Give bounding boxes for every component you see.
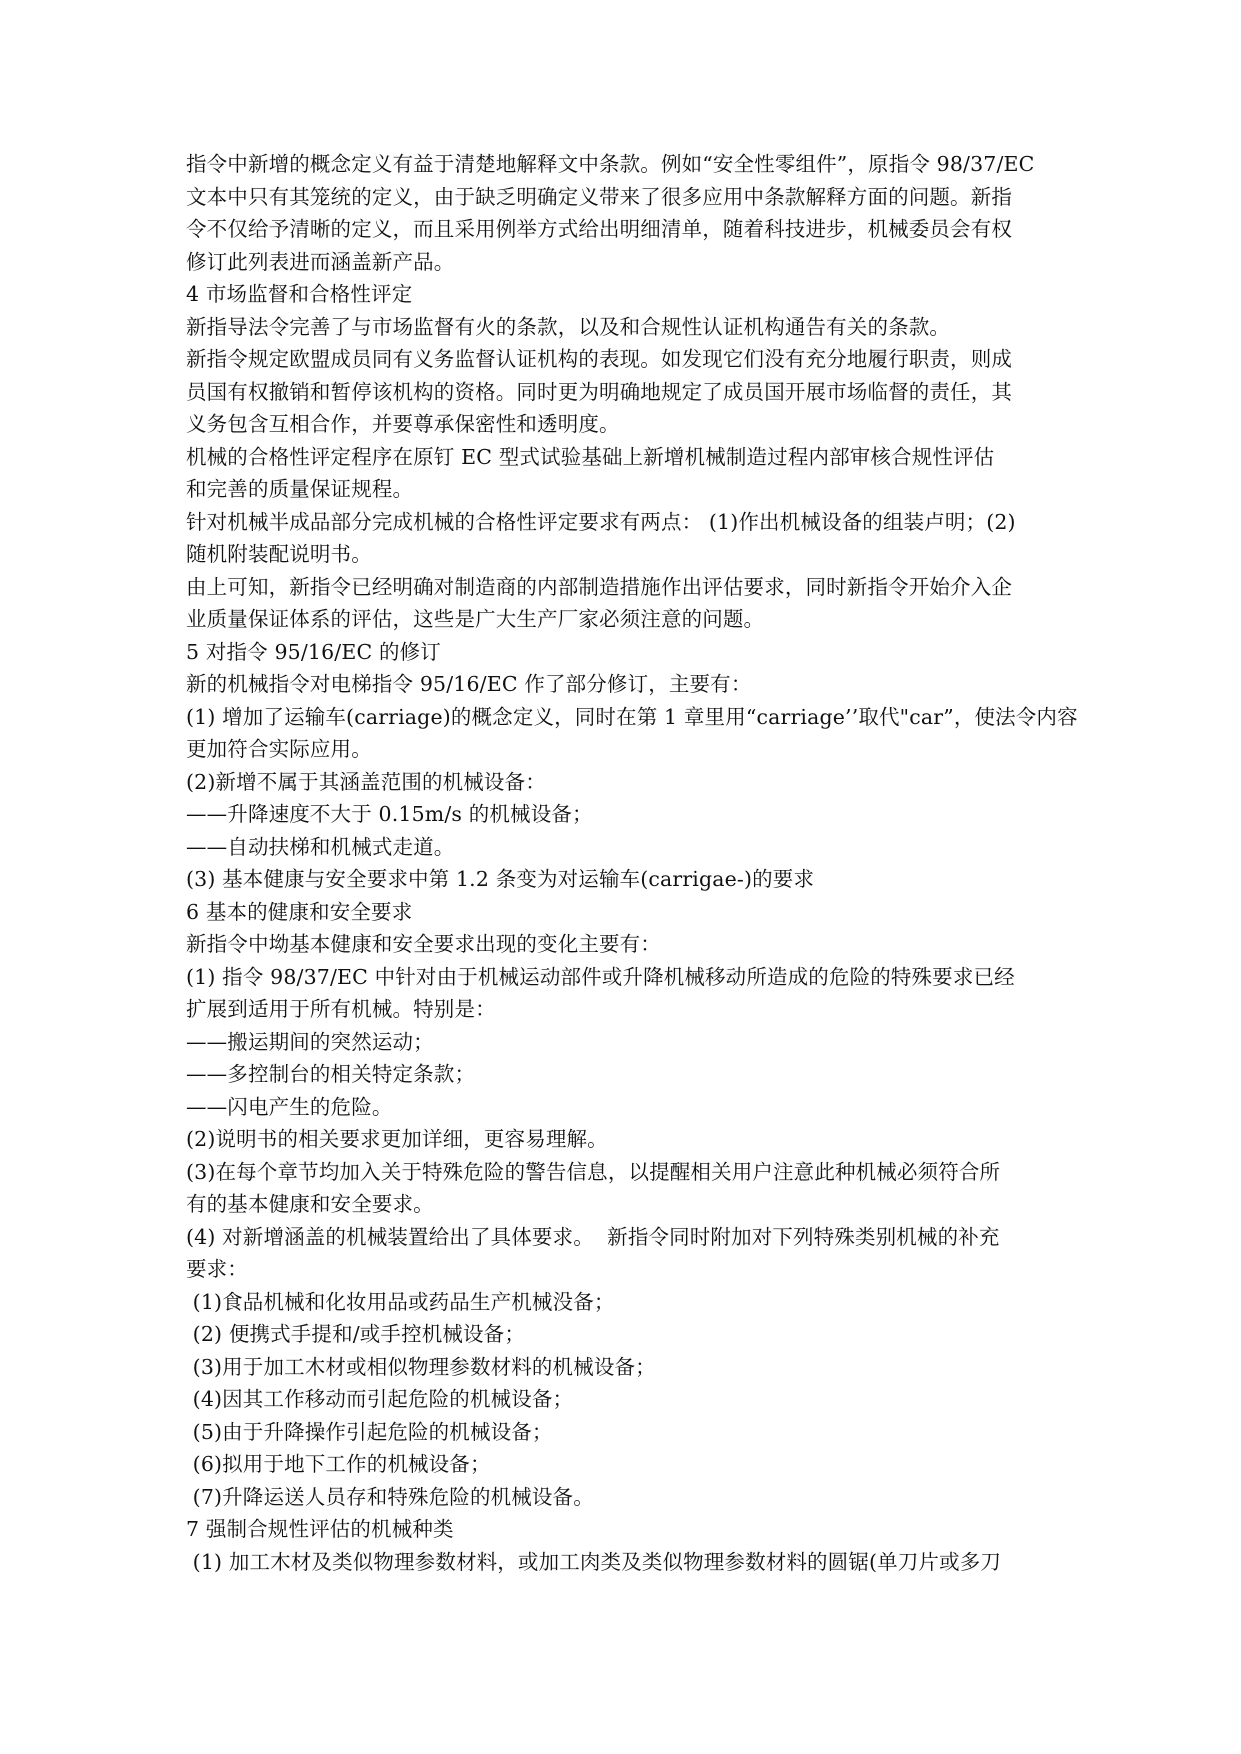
list-item: (1)食品机械和化妆用品或药品生产机械没备；	[186, 1289, 615, 1314]
list-item: ——升降速度不大于 0.15m/s 的机械设备；	[186, 802, 593, 826]
list-item: ——自动扶梯和机械式走道。	[186, 834, 455, 859]
text-line: 有的基本健康和安全要求。	[186, 1192, 434, 1216]
list-item: (4)因其工作移动而引起危险的机械设备；	[186, 1387, 574, 1411]
text-line: 新指令中坳基本健康和安全要求出现的变化主要有：	[186, 932, 661, 956]
text-line: 指令中新增的概念定义有益于清楚地解释文中条款。例如“安全性零组件”，原指令 98/37/EC	[186, 152, 1035, 176]
text-line: 令不仅给予清晰的定义，而且采用例举方式给出明细清单，随着科技进步，机械委员会有权	[186, 217, 1012, 241]
list-item: (5)由于升降操作引起危险的机械设备；	[186, 1419, 553, 1444]
section-heading: 5 对指令 95/16/EC 的修订	[186, 639, 441, 664]
text-line: 员国有权撤销和暂停该机构的资格。同时更为明确地规定了成员国开展市场临督的责任，其	[186, 379, 1012, 404]
section-heading: 7 强制合规性评估的机械种类	[186, 1517, 454, 1541]
text-line: (3) 基本健康与安全要求中第 1.2 条变为对运输车(carrigae-)的要求	[186, 867, 815, 891]
list-item: (3)用于加工木材或相似物理参数材料的机械设备；	[186, 1354, 656, 1379]
list-item: (7)升降运送人员存和特殊危险的机械设备。	[186, 1484, 594, 1509]
list-item: ——多控制台的相关特定条款；	[186, 1062, 476, 1086]
text-line: 文本中只有其笼统的定义，由于缺乏明确定义带来了很多应用中条款解释方面的问题。新指	[186, 184, 1012, 209]
text-line: 针对机械半成品部分完成机械的合格性评定要求有两点： (1)作出机械设备的组装卢明；(2)	[186, 509, 1016, 534]
text-line: (1) 指令 98/37/EC 中针对由于机械运动部件或升降机械移动所造成的危险的特殊要求已经	[186, 964, 1015, 989]
text-line: 新指令规定欧盟成员同有义务监督认证机构的表现。如发现它们没有充分地履行职责，则成	[186, 347, 1012, 371]
text-line: (2)说明书的相关要求更加详细，更容易理解。	[186, 1127, 608, 1151]
text-line: 和完善的质量保证规程。	[186, 477, 414, 501]
list-item: (6)拟用于地下工作的机械设备；	[186, 1452, 491, 1476]
text-line: (1) 增加了运输车(carriage)的概念定义，同时在第 1 章里用“carriage’’取代"car”，使法令内容	[186, 704, 1078, 729]
text-line: 新指导法令完善了与市场监督有火的条款，以及和合规性认证机构通告有关的条款。	[186, 314, 951, 339]
document-body	[186, 148, 1078, 1578]
text-line: 扩展到适用于所有机械。特别是：	[186, 997, 496, 1021]
list-item: ——搬运期间的突然运动；	[186, 1029, 434, 1054]
text-line: 由上可知，新指令已经明确对制造商的内部制造措施作出评估要求，同时新指令开始介入企	[186, 574, 1012, 599]
text-line: (4) 对新增涵盖的机械装置给出了具体要求。 新指令同时附加对下列特殊类别机械的补充	[186, 1224, 1000, 1249]
text-line: 新的机械指令对电梯指令 95/16/EC 作了部分修订，主要有：	[186, 672, 752, 696]
text-line: 机械的合格性评定程序在原钉 EC 型式试验基础上新增机械制造过程内部审核合规性评估	[186, 444, 995, 469]
text-line: 业质量保证体系的评估，这些是广大生产厂家必须注意的问题。	[186, 607, 765, 631]
list-item: ——闪电产生的危险。	[186, 1094, 393, 1119]
list-item: (2) 便携式手提和/或手控机械设备；	[186, 1322, 525, 1346]
text-line: (3)在每个章节均加入关于特殊危险的警告信息，以提醒相关用户注意此种机械必须符合所	[186, 1159, 1001, 1184]
text-line: (2)新增不属于其涵盖范围的机械设备：	[186, 769, 546, 794]
text-line: 义务包含互相合作，并要尊承保密性和透明度。	[186, 412, 620, 436]
text-line: 要求：	[186, 1257, 248, 1281]
text-line: 随机附装配说明书。	[186, 542, 372, 566]
section-heading: 4 市场监督和合格性评定	[186, 282, 413, 306]
list-item: (1) 加工木材及类似物理参数材料，或加工肉类及类似物理参数材料的圆锯(单刀片或多刀	[186, 1549, 1002, 1574]
text-line: 更加符合实际应用。	[186, 737, 372, 761]
section-heading: 6 基本的健康和安全要求	[186, 899, 413, 924]
text-line: 修订此列表进而涵盖新产品。	[186, 249, 455, 274]
